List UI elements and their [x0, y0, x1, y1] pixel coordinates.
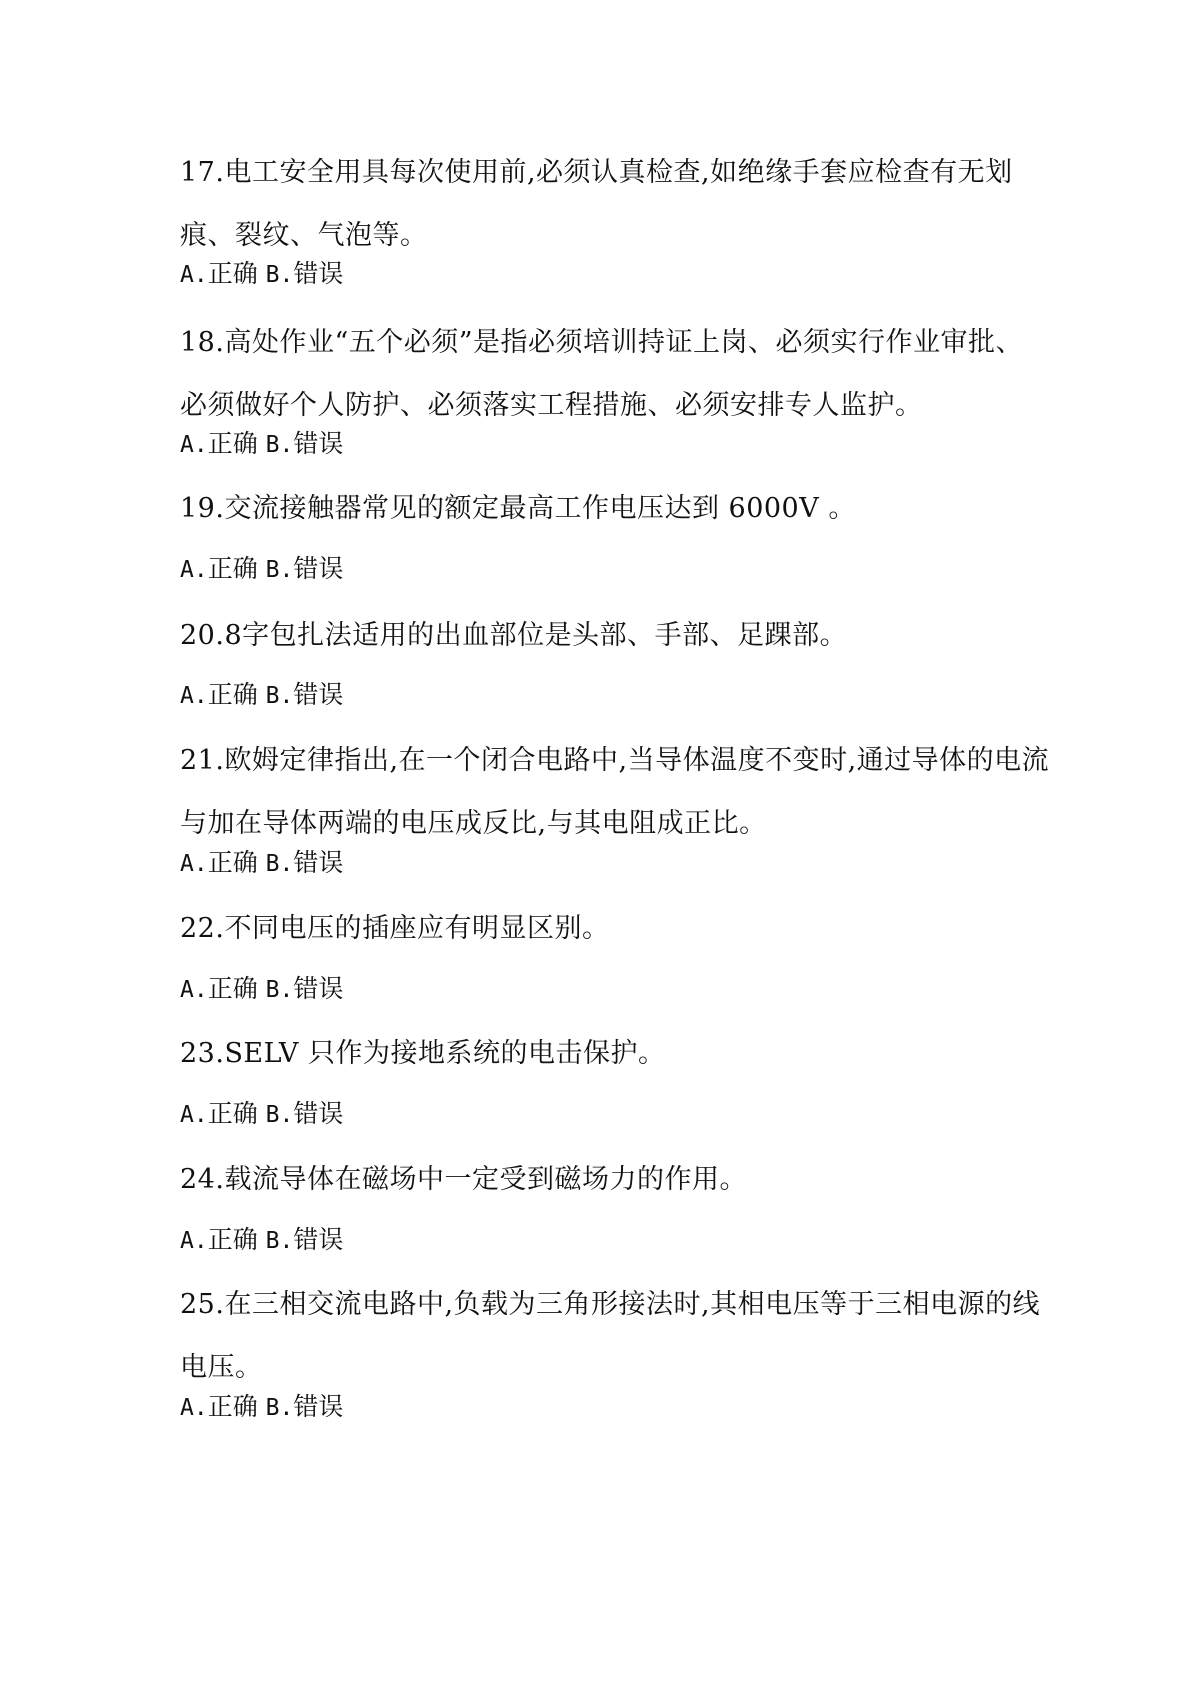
question-22-text: 22.不同电压的插座应有明显区别。 — [180, 913, 610, 944]
question-18-options — [180, 428, 343, 461]
option-a-text: 正确 — [207, 1099, 258, 1128]
option-a-text: 正确 — [207, 974, 258, 1003]
option-b-text: 错误 — [293, 259, 344, 288]
option-a-label: A. — [180, 1228, 208, 1254]
option-b-label: B. — [265, 851, 294, 877]
option-b-label: B. — [265, 977, 294, 1003]
question-25-options — [180, 1391, 343, 1424]
option-a-label: A. — [180, 977, 208, 1003]
option-b-text: 错误 — [293, 429, 344, 458]
question-18-text: 18.高处作业“五个必须”是指必须培训持证上岗、必须实行作业审批、必须做好个人防护、必须落实工程措施、必须安排专人监护。 — [180, 327, 1024, 421]
option-b-text: 错误 — [293, 1392, 344, 1421]
option-a-text: 正确 — [207, 259, 258, 288]
option-a-text: 正确 — [207, 554, 258, 583]
question-25-text: 25.在三相交流电路中,负载为三角形接法时,其相电压等于三相电源的线电压。 — [180, 1289, 1041, 1383]
option-a-label: A. — [180, 1395, 208, 1421]
option-b-label: B. — [265, 1228, 294, 1254]
question-19-text: 19.交流接触器常见的额定最高工作电压达到 6000V 。 — [180, 493, 856, 524]
option-a-label: A. — [180, 683, 208, 709]
option-b-label: B. — [265, 683, 294, 709]
question-17-text: 17.电工安全用具每次使用前,必须认真检查,如绝缘手套应检查有无划痕、裂纹、气泡等。 — [180, 157, 1013, 251]
option-a-label: A. — [180, 432, 208, 458]
option-b-text: 错误 — [293, 1225, 344, 1254]
question-17-options — [180, 258, 343, 291]
option-a-text: 正确 — [207, 1225, 258, 1254]
question-20-options — [180, 679, 343, 712]
option-a-text: 正确 — [207, 1392, 258, 1421]
option-b-label: B. — [265, 557, 294, 583]
option-b-text: 错误 — [293, 680, 344, 709]
question-20-text: 20.8字包扎法适用的出血部位是头部、手部、足踝部。 — [180, 620, 848, 651]
question-21-options — [180, 847, 343, 880]
question-23-options — [180, 1098, 343, 1131]
option-a-label: A. — [180, 557, 208, 583]
option-b-text: 错误 — [293, 974, 344, 1003]
question-24-text: 24.载流导体在磁场中一定受到磁场力的作用。 — [180, 1164, 747, 1195]
option-b-text: 错误 — [293, 1099, 344, 1128]
question-21-text: 21.欧姆定律指出,在一个闭合电路中,当导体温度不变时,通过导体的电流与加在导体两端的电压成反比,与其电阻成正比。 — [180, 745, 1050, 839]
question-22-options — [180, 973, 343, 1006]
question-19-options — [180, 553, 343, 586]
option-a-text: 正确 — [207, 680, 258, 709]
option-a-label: A. — [180, 262, 208, 288]
question-24-options — [180, 1224, 343, 1257]
option-b-text: 错误 — [293, 848, 344, 877]
option-b-label: B. — [265, 1102, 294, 1128]
option-a-label: A. — [180, 1102, 208, 1128]
option-a-text: 正确 — [207, 848, 258, 877]
option-b-label: B. — [265, 432, 294, 458]
option-b-label: B. — [265, 1395, 294, 1421]
option-b-text: 错误 — [293, 554, 344, 583]
option-b-label: B. — [265, 262, 294, 288]
question-23-text: 23.SELV 只作为接地系统的电击保护。 — [180, 1038, 666, 1069]
option-a-label: A. — [180, 851, 208, 877]
option-a-text: 正确 — [207, 429, 258, 458]
